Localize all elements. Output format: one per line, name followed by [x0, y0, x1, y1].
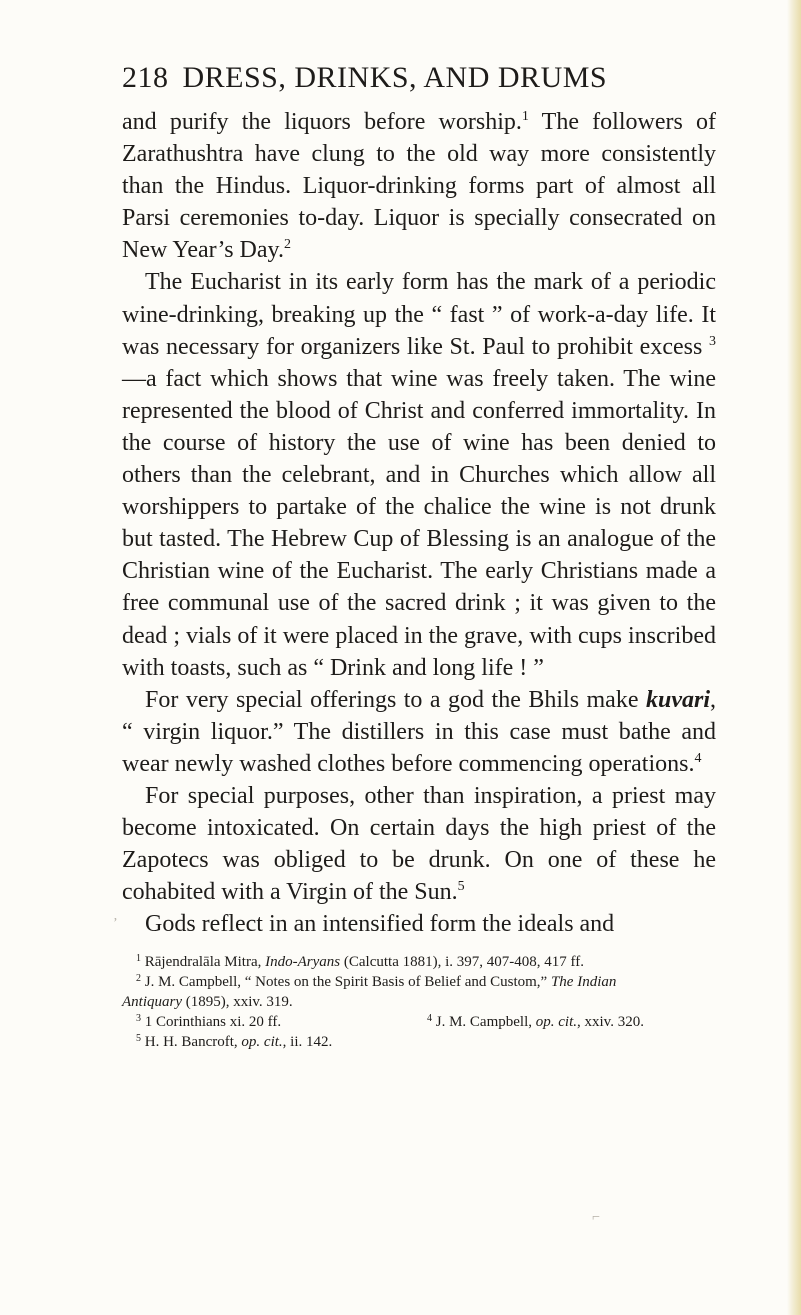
footnote-continuation: Antiquary (1895), xxiv. 319.: [122, 994, 293, 1011]
footnote-ref: 2: [283, 237, 291, 253]
paragraph: For special purposes, other than inspiration, a priest may become intoxicated. On certain days the high priest of the Zapotecs was obliged to be drunk. On one of these he cohabited with a Virgin of the Sun.$^5$: [122, 782, 716, 906]
footnotes: [122, 952, 716, 1052]
margin-mark: ’: [113, 916, 118, 931]
footnote-ref: 3: [709, 333, 716, 349]
page-number: 218: [122, 61, 169, 94]
footnote-ref: 1: [521, 109, 529, 124]
footnote: $^3$ 1 Corinthians xi. 20 ff.: [136, 1013, 282, 1031]
footnote: $^2$ J. M. Campbell, “ Notes on the Spirit Basis of Belief and Custom,” The Indian: [136, 973, 617, 991]
body-text: [122, 106, 716, 940]
book-page: [122, 58, 716, 1052]
paragraph: For very special offerings to a god the Bhils make kuvari, “ virgin liquor.” The distillers in this case must bathe and wear newly washed clothes before commencing operations.$^4$: [122, 686, 716, 777]
running-title: DRESS, DRINKS, AND DRUMS: [182, 61, 608, 94]
emphasis-term: kuvari: [645, 686, 710, 713]
paragraph: The Eucharist in its early form has the mark of a periodic wine-drinking, breaking up the “ fast ” of work-a-day life. It was necessary for organizers like St. Paul to prohibit excess $^3$—a fact which shows that wine was freely taken. The wine represented the blood of Christ and conferred immortality. In the course of history the use of wine has been denied to others than the celebrant, and in Churches which allow all worshippers to partake of the chalice the wine is not drunk but tasted. The Hebrew Cup of Blessing is an analogue of the Christian wine of the Eucharist. The early Christians made a free communal use of the sacred drink ; it was given to the dead ; vials of it were placed in the grave, with cups inscribed with toasts, such as “ Drink and long life ! ”: [122, 269, 716, 681]
footnote-ref: 5: [457, 879, 465, 895]
footnote: $^1$ Rājendralāla Mitra, Indo-Aryans (Calcutta 1881), i. 397, 407-408, 417 ff.: [136, 953, 584, 971]
page-edge: [787, 0, 801, 1315]
footnote: $^5$ H. H. Bancroft, op. cit., ii. 142.: [136, 1033, 333, 1051]
footnote: $^4$ J. M. Campbell, op. cit., xxiv. 320.: [427, 1013, 644, 1031]
paragraph: and purify the liquors before worship.$^1$ The followers of Zarathushtra have clung to the old way more consistently than the Hindus. Liquor-drinking forms part of almost all Parsi ceremonies to-day. Liquor is specially consecrated on New Year’s Day.$^2$: [122, 109, 716, 264]
paragraph: Gods reflect in an intensified form the ideals and: [145, 911, 615, 938]
pencil-mark: ⌐: [592, 1210, 600, 1225]
footnote-ref: 4: [694, 750, 702, 766]
footnote-pair: [122, 1012, 716, 1032]
running-header: [122, 58, 716, 98]
